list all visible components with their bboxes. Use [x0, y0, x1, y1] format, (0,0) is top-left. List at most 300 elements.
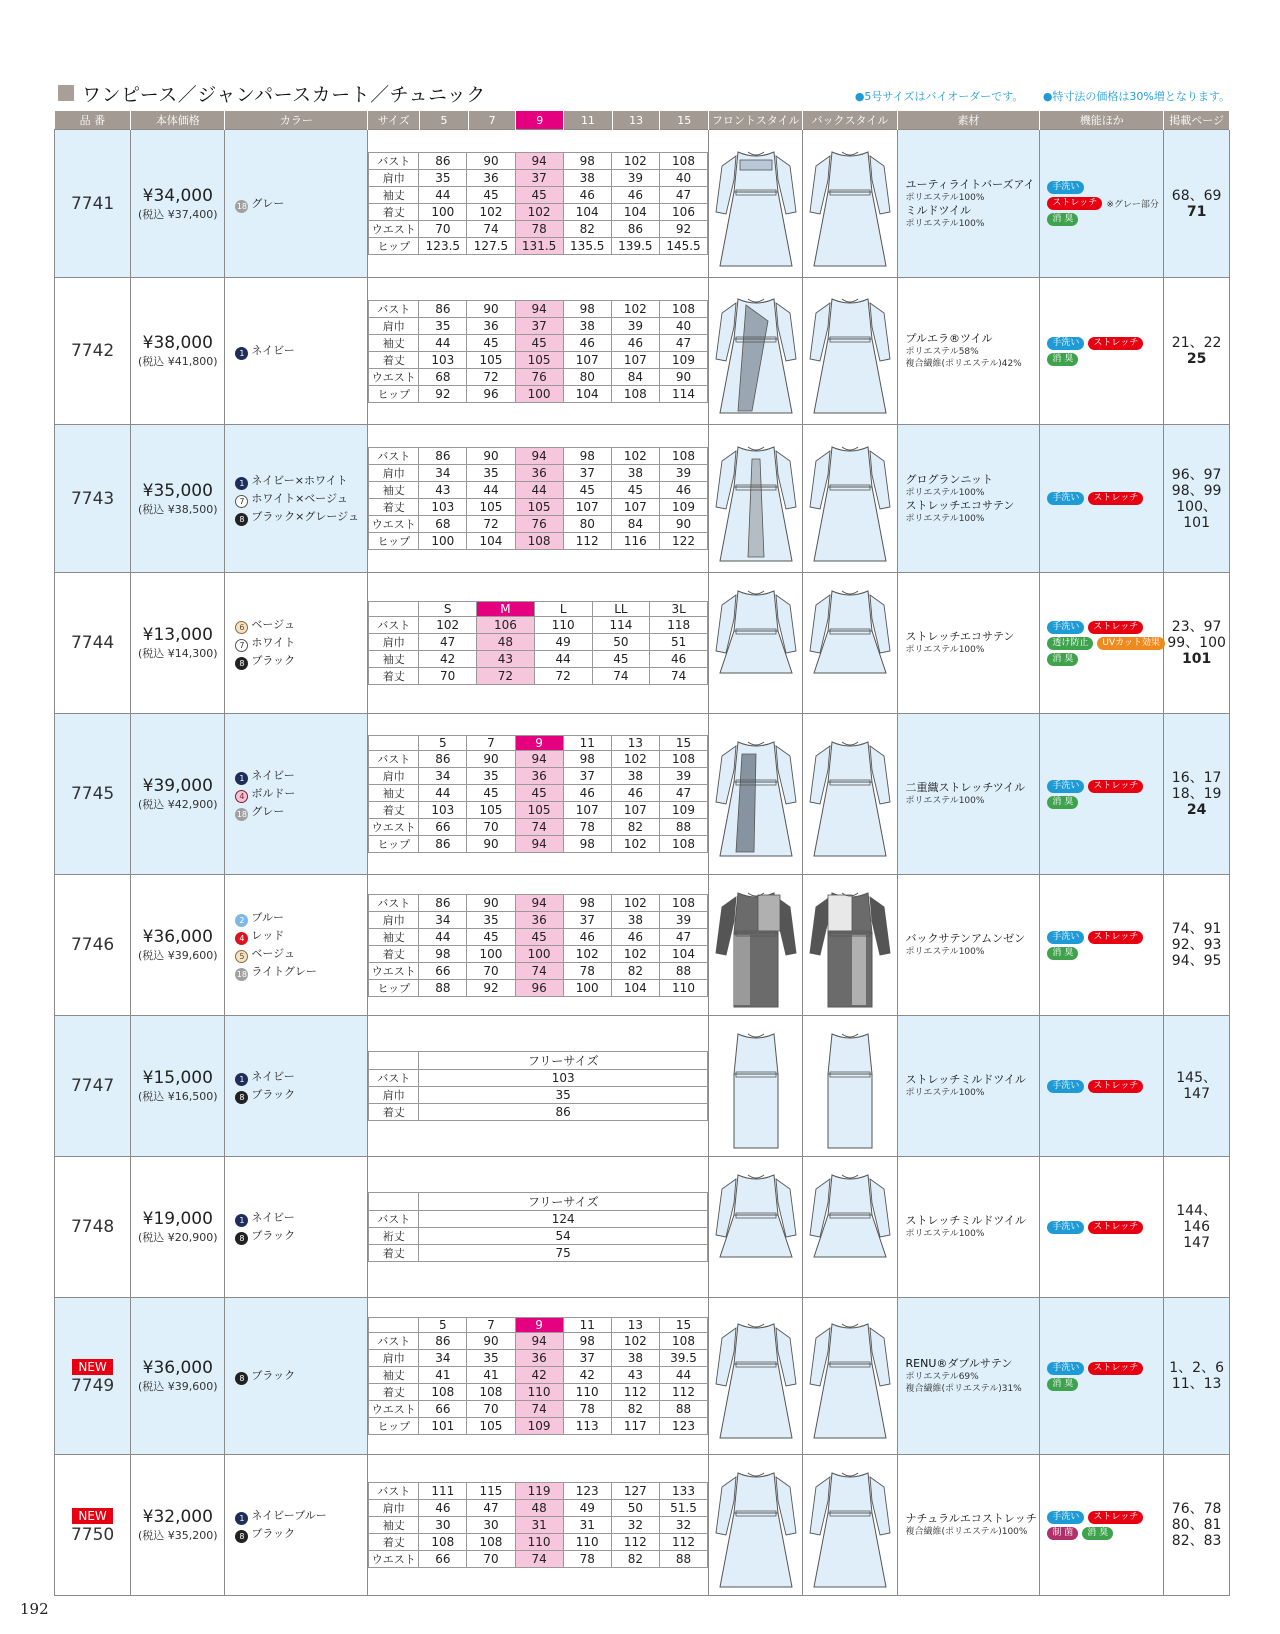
color-number-badge: 8	[235, 1530, 248, 1543]
function-tag: ストレッチ	[1047, 197, 1102, 210]
measure-value: 98	[563, 836, 611, 853]
measure-value: 32	[659, 1517, 707, 1534]
material-composition: ポリエステル100%	[905, 218, 985, 229]
color-option	[235, 963, 367, 981]
measure-value: 47	[659, 334, 707, 351]
size-chart-cell	[368, 1016, 709, 1157]
size-row	[369, 1384, 708, 1401]
measure-value: 76	[515, 368, 563, 385]
material-name: ストレッチミルドツイル	[905, 1073, 1026, 1086]
measure-value: 104	[563, 385, 611, 402]
catalog-page-ref: 144、146	[1176, 1203, 1217, 1235]
size-row	[369, 187, 708, 204]
measure-value: 88	[659, 1551, 707, 1568]
measure-value: 119	[515, 1483, 563, 1500]
catalog-pages-cell	[1164, 1016, 1230, 1157]
measure-value: 44	[534, 651, 592, 668]
garment-front-icon	[712, 724, 800, 864]
header-size: サイズ	[368, 111, 420, 130]
new-badge: NEW	[72, 1508, 112, 1524]
color-name: ネイビー	[251, 1070, 295, 1083]
measure-value: 94	[515, 448, 563, 465]
measure-value: 102	[563, 945, 611, 962]
size-chart	[368, 1051, 708, 1121]
measure-value: 46	[611, 187, 659, 204]
color-number-badge: 1	[235, 347, 248, 360]
size-row	[369, 928, 708, 945]
measure-value: 39	[659, 911, 707, 928]
color-name: ネイビー	[251, 1211, 295, 1224]
product-row	[55, 425, 1230, 573]
measure-value: 44	[659, 1367, 707, 1384]
measure-value: 35	[467, 1350, 515, 1367]
size-row	[369, 351, 708, 368]
color-option	[235, 1068, 367, 1086]
price-cell	[131, 1298, 225, 1455]
measure-value: 90	[467, 751, 515, 768]
measure-value: 106	[477, 617, 535, 634]
measure-value: 107	[563, 351, 611, 368]
measure-value: 90	[659, 516, 707, 533]
size-row	[369, 911, 708, 928]
measure-value: 124	[419, 1211, 708, 1228]
measure-label: ウエスト	[369, 819, 419, 836]
color-name: ブラック	[251, 1229, 296, 1242]
measure-value: 46	[611, 334, 659, 351]
material-composition: 複合繊維(ポリエステル)31%	[905, 1384, 1022, 1394]
product-row	[55, 875, 1230, 1016]
measure-value: 107	[563, 499, 611, 516]
size-row	[369, 448, 708, 465]
catalog-page-ref: 24	[1186, 802, 1207, 818]
size-row	[369, 368, 708, 385]
front-style-cell	[709, 875, 803, 1016]
size-chart-cell	[368, 130, 709, 278]
measure-value: 88	[659, 1401, 707, 1418]
color-cell	[225, 1298, 368, 1455]
function-tag: 手洗い	[1047, 181, 1084, 194]
color-name: ベージュ	[251, 618, 295, 631]
material-name: ナチュラルエコストレッチ	[905, 1512, 1037, 1525]
measure-label: 肩巾	[369, 634, 419, 651]
product-row	[55, 1157, 1230, 1298]
size-header: フリーサイズ	[419, 1052, 708, 1070]
measure-value: 86	[419, 153, 467, 170]
measure-value: 86	[611, 221, 659, 238]
measure-value: 117	[611, 1418, 659, 1435]
catalog-page-ref: 76、78	[1171, 1501, 1222, 1517]
size-row	[369, 238, 708, 255]
color-cell	[225, 425, 368, 573]
measure-value: 42	[419, 651, 477, 668]
measure-value: 102	[611, 448, 659, 465]
garment-back-icon	[806, 724, 894, 864]
measure-value: 96	[467, 385, 515, 402]
measure-value: 108	[659, 836, 707, 853]
function-note: ※グレー部分	[1106, 200, 1159, 210]
measure-label: ウエスト	[369, 962, 419, 979]
garment-back-icon	[806, 1157, 894, 1297]
measure-value: 38	[611, 1350, 659, 1367]
measure-value: 45	[515, 928, 563, 945]
color-option	[235, 803, 367, 821]
function-tag: ストレッチ	[1088, 1080, 1143, 1093]
size-row	[369, 836, 708, 853]
measure-value: 35	[419, 317, 467, 334]
measure-value: 104	[611, 204, 659, 221]
garment-front-icon	[712, 134, 800, 274]
measure-value: 88	[659, 962, 707, 979]
measure-value: 115	[467, 1483, 515, 1500]
price: ¥39,000	[142, 776, 213, 796]
function-tag: 消 臭	[1082, 1527, 1113, 1540]
catalog-pages-cell	[1164, 278, 1230, 425]
measure-value: 90	[659, 368, 707, 385]
product-row	[55, 130, 1230, 278]
measure-value: 113	[563, 1418, 611, 1435]
color-name: ボルドー	[251, 787, 296, 800]
measure-value: 112	[611, 1534, 659, 1551]
measure-value: 35	[467, 465, 515, 482]
material-composition: ポリエステル100%	[905, 1229, 985, 1239]
color-number-badge: 18	[236, 201, 247, 211]
color-option	[235, 1367, 367, 1385]
product-code: 7741	[70, 193, 115, 214]
measure-value: 42	[563, 1367, 611, 1384]
size-header: 9	[515, 736, 563, 751]
color-name: ブルー	[251, 911, 284, 924]
material-name: ストレッチエコサテン	[905, 630, 1015, 643]
measure-value: 116	[611, 533, 659, 550]
measure-value: 96	[515, 979, 563, 996]
function-tag: ストレッチ	[1088, 492, 1143, 505]
header-color: カラー	[225, 111, 368, 130]
measure-label: ウエスト	[369, 368, 419, 385]
header-function: 機能ほか	[1040, 111, 1164, 130]
measure-value: 74	[515, 819, 563, 836]
measure-value: 86	[419, 836, 467, 853]
function-tag: ストレッチ	[1088, 1362, 1143, 1375]
measure-value: 112	[659, 1534, 707, 1551]
color-number-badge: 8	[235, 1372, 248, 1385]
size-row	[369, 819, 708, 836]
price-cell	[131, 875, 225, 1016]
measure-value: 39.5	[659, 1350, 707, 1367]
size-header: 3L	[650, 602, 708, 617]
catalog-pages-cell	[1164, 425, 1230, 573]
header-size-7: 7	[468, 111, 516, 130]
measure-label: 袖丈	[369, 651, 419, 668]
measure-value: 72	[477, 668, 535, 685]
measure-label: 肩巾	[369, 1500, 419, 1517]
size-row	[369, 465, 708, 482]
measure-label: 袖丈	[369, 1367, 419, 1384]
garment-back-icon	[806, 281, 894, 421]
catalog-page-ref: 92、93	[1171, 937, 1222, 953]
measure-value: 101	[419, 1418, 467, 1435]
measure-value: 94	[515, 894, 563, 911]
function-tag: 制 菌	[1047, 1527, 1078, 1540]
product-code: 7748	[70, 1217, 115, 1237]
measure-value: 36	[515, 911, 563, 928]
measure-value: 74	[467, 221, 515, 238]
measure-value: 100	[515, 385, 563, 402]
size-chart	[368, 447, 708, 550]
price: ¥36,000	[142, 1358, 213, 1378]
measure-value: 47	[659, 187, 707, 204]
measure-value: 110	[563, 1534, 611, 1551]
color-number-badge: 8	[235, 513, 248, 526]
garment-back-icon	[806, 1455, 894, 1595]
color-number-badge: 18	[236, 970, 247, 979]
material-name: プルエラ®ツイル	[905, 332, 993, 345]
material-composition: ポリエステル58%	[905, 347, 979, 357]
back-style-cell	[803, 130, 897, 278]
size-row	[369, 785, 708, 802]
section-title	[58, 80, 486, 106]
measure-value: 34	[419, 768, 467, 785]
price: ¥32,000	[142, 1507, 213, 1527]
material-cell	[897, 278, 1040, 425]
page-number: 192	[20, 1600, 49, 1618]
measure-value: 114	[592, 617, 650, 634]
measure-value: 70	[467, 1401, 515, 1418]
color-number-badge: 1	[235, 1512, 248, 1525]
function-tag: 消 臭	[1047, 947, 1078, 960]
measure-value: 30	[419, 1517, 467, 1534]
measure-label: ウエスト	[369, 516, 419, 533]
measure-value: 82	[611, 1551, 659, 1568]
color-number-badge: 8	[235, 1232, 248, 1245]
measure-value: 107	[611, 499, 659, 516]
measure-value: 45	[563, 482, 611, 499]
product-code: 7747	[70, 1076, 115, 1096]
measure-value: 49	[563, 1500, 611, 1517]
function-cell	[1040, 1016, 1164, 1157]
price-cell	[131, 278, 225, 425]
measure-value: 135.5	[563, 238, 611, 255]
measure-value: 111	[419, 1483, 467, 1500]
catalog-page-ref: 100、101	[1176, 498, 1217, 531]
measure-value: 118	[650, 617, 708, 634]
material-composition: ポリエステル69%	[905, 1372, 979, 1382]
header-material: 素材	[897, 111, 1040, 130]
color-number-badge: 6	[235, 621, 248, 634]
front-style-cell	[709, 130, 803, 278]
measure-value: 86	[419, 1333, 467, 1350]
size-header: 13	[611, 1318, 659, 1333]
function-tag: 手洗い	[1047, 780, 1084, 793]
size-header: 15	[659, 736, 707, 751]
measure-label: 着丈	[369, 945, 419, 962]
measure-label: 着丈	[369, 668, 419, 685]
measure-value: 108	[659, 751, 707, 768]
function-cell	[1040, 130, 1164, 278]
measure-value: 82	[611, 962, 659, 979]
size-header: L	[534, 602, 592, 617]
material-cell	[897, 573, 1040, 714]
measure-value: 38	[611, 768, 659, 785]
size-header: 11	[563, 1318, 611, 1333]
color-option	[235, 490, 367, 508]
measure-label: ウエスト	[369, 221, 419, 238]
size-row	[369, 516, 708, 533]
color-name: ブラック	[251, 1527, 296, 1540]
catalog-page-ref: 96、97	[1171, 466, 1222, 483]
function-tag: ストレッチ	[1088, 1221, 1143, 1234]
size-row	[369, 499, 708, 516]
measure-value: 78	[563, 1551, 611, 1568]
measure-value: 41	[419, 1367, 467, 1384]
measure-label: 肩巾	[369, 911, 419, 928]
color-number-badge: 1	[235, 772, 248, 785]
garment-back-icon	[806, 134, 894, 274]
garment-front-icon	[712, 875, 800, 1015]
catalog-page-ref: 98、99	[1171, 482, 1222, 499]
size-chart-cell	[368, 425, 709, 573]
measure-value: 78	[515, 221, 563, 238]
measure-value: 103	[419, 499, 467, 516]
size-chart-cell	[368, 1157, 709, 1298]
header-front: フロントスタイル	[709, 111, 803, 130]
measure-value: 84	[611, 368, 659, 385]
measure-value: 80	[563, 368, 611, 385]
measure-value: 36	[467, 317, 515, 334]
size-header-row	[369, 1193, 708, 1211]
product-code: 7744	[70, 633, 115, 653]
measure-value: 78	[563, 819, 611, 836]
size-chart-cell	[368, 278, 709, 425]
size-chart	[368, 735, 708, 853]
function-tag: 手洗い	[1047, 1511, 1084, 1524]
measure-value: 39	[659, 768, 707, 785]
measure-label: 着丈	[369, 1245, 419, 1262]
measure-label: バスト	[369, 894, 419, 911]
size-row	[369, 170, 708, 187]
measure-value: 50	[592, 634, 650, 651]
measure-value: 78	[563, 1401, 611, 1418]
color-name: グレー	[251, 196, 285, 210]
measure-value: 45	[467, 334, 515, 351]
measure-value: 38	[611, 465, 659, 482]
front-style-cell	[709, 1016, 803, 1157]
measure-value: 102	[515, 204, 563, 221]
price: ¥15,000	[142, 1068, 213, 1088]
product-code-cell	[55, 1298, 131, 1455]
price-cell	[131, 425, 225, 573]
measure-value: 109	[659, 802, 707, 819]
color-name: ブラック	[251, 1088, 296, 1101]
measure-value: 66	[419, 962, 467, 979]
price-tax-included: (税込 ¥35,200)	[138, 1529, 218, 1542]
size-chart	[368, 894, 708, 997]
color-option	[235, 508, 367, 526]
measure-value: 103	[419, 802, 467, 819]
size-row	[369, 300, 708, 317]
title-square-icon	[58, 85, 74, 101]
size-row	[369, 1211, 708, 1228]
color-number-badge: 1	[235, 1073, 248, 1086]
measure-value: 48	[477, 634, 535, 651]
function-tag: ストレッチ	[1088, 1511, 1143, 1524]
color-option	[235, 1086, 367, 1104]
measure-value: 108	[467, 1384, 515, 1401]
measure-value: 139.5	[611, 238, 659, 255]
size-header: LL	[592, 602, 650, 617]
measure-value: 86	[419, 300, 467, 317]
color-number-badge: 5	[235, 950, 248, 963]
measure-label: バスト	[369, 1211, 419, 1228]
measure-value: 94	[515, 300, 563, 317]
measure-value: 90	[467, 836, 515, 853]
measure-value: 68	[419, 516, 467, 533]
front-style-cell	[709, 1455, 803, 1596]
measure-label: ウエスト	[369, 1551, 419, 1568]
measure-value: 112	[611, 1384, 659, 1401]
measure-value: 47	[659, 928, 707, 945]
measure-value: 36	[467, 170, 515, 187]
color-name: ベージュ	[251, 947, 295, 960]
material-name: ストレッチエコサテン	[905, 498, 1015, 512]
size-header-row	[369, 736, 708, 751]
function-tag: 手洗い	[1047, 931, 1084, 944]
color-name: ブラック×グレージュ	[251, 509, 359, 523]
measure-value: 44	[419, 187, 467, 204]
price: ¥36,000	[142, 927, 213, 947]
price-tax-included: (税込 ¥37,400)	[138, 207, 218, 221]
catalog-pages-cell	[1164, 130, 1230, 278]
size-header: S	[419, 602, 477, 617]
size-row	[369, 1333, 708, 1350]
garment-back-icon	[806, 875, 894, 1015]
material-composition: ポリエステル100%	[905, 1088, 985, 1098]
measure-value: 72	[467, 368, 515, 385]
catalog-page-ref: 1、2、6	[1169, 1360, 1224, 1376]
size-row	[369, 221, 708, 238]
price: ¥35,000	[142, 480, 213, 501]
function-tag: UVカット効果	[1097, 637, 1165, 650]
measure-label: 裄丈	[369, 1228, 419, 1245]
size-chart-cell	[368, 573, 709, 714]
measure-value: 108	[659, 300, 707, 317]
product-code-cell	[55, 278, 131, 425]
product-code-cell	[55, 130, 131, 278]
function-cell	[1040, 278, 1164, 425]
measure-label: バスト	[369, 448, 419, 465]
measure-value: 82	[611, 819, 659, 836]
measure-value: 31	[563, 1517, 611, 1534]
measure-label: 肩巾	[369, 1350, 419, 1367]
size-chart-cell	[368, 1298, 709, 1455]
function-tag: ストレッチ	[1088, 621, 1143, 634]
color-option	[235, 616, 367, 634]
measure-value: 86	[419, 751, 467, 768]
measure-value: 46	[563, 785, 611, 802]
color-option	[235, 1525, 367, 1543]
measure-value: 92	[419, 385, 467, 402]
measure-value: 100	[467, 945, 515, 962]
measure-value: 38	[563, 170, 611, 187]
measure-value: 46	[650, 651, 708, 668]
measure-value: 108	[419, 1384, 467, 1401]
measure-value: 110	[659, 979, 707, 996]
price-cell	[131, 1016, 225, 1157]
measure-value: 109	[659, 499, 707, 516]
catalog-pages-cell	[1164, 1157, 1230, 1298]
color-number-badge: 4	[235, 790, 248, 803]
size-chart	[368, 300, 708, 403]
back-style-cell	[803, 278, 897, 425]
